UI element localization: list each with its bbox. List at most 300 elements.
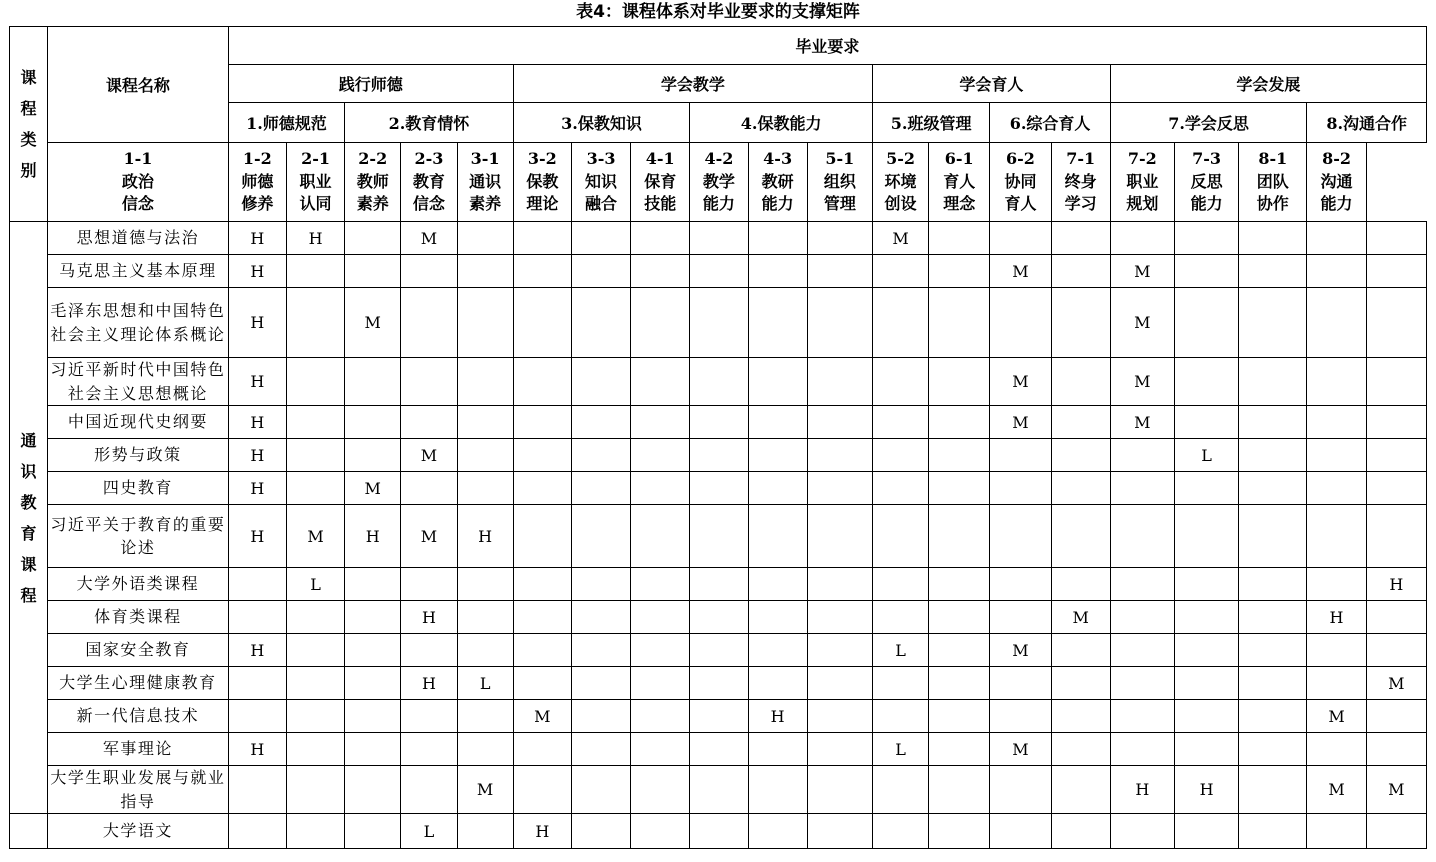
indicator-header [929, 143, 990, 222]
support-level-cell [1110, 222, 1174, 255]
support-level-cell [872, 255, 928, 288]
support-level-cell [1239, 568, 1307, 601]
support-level-cell [690, 222, 748, 255]
course-name: 国家安全教育 [48, 634, 229, 667]
support-level-cell: L [1174, 439, 1238, 472]
support-level-cell [571, 814, 630, 849]
support-level-cell: M [457, 766, 513, 814]
indicator-label: 教学 [702, 171, 735, 191]
indicator-label: 保育 [644, 171, 677, 191]
support-level-cell [748, 255, 807, 288]
support-level-cell [929, 255, 990, 288]
requirement-header: 2.教育情怀 [345, 103, 514, 143]
support-level-cell: M [345, 288, 401, 358]
support-level-cell [631, 472, 690, 505]
support-level-cell [513, 472, 571, 505]
support-level-cell [1366, 601, 1426, 634]
support-level-cell [1051, 358, 1110, 406]
support-level-cell [1110, 667, 1174, 700]
support-level-cell [513, 568, 571, 601]
indicator-label: 理论 [526, 194, 559, 214]
indicator-header [457, 143, 513, 222]
support-level-cell [872, 700, 928, 733]
support-level-cell: H [228, 255, 286, 288]
indicator-label: 教师 [356, 171, 389, 191]
support-level-cell: H [401, 667, 457, 700]
support-level-cell: M [1110, 358, 1174, 406]
course-name: 马克思主义基本原理 [48, 255, 229, 288]
support-level-cell [929, 667, 990, 700]
support-level-cell [1239, 439, 1307, 472]
support-level-cell: L [872, 634, 928, 667]
support-level-cell [1239, 222, 1307, 255]
support-level-cell [990, 766, 1051, 814]
support-level-cell [1051, 406, 1110, 439]
support-level-cell [1239, 505, 1307, 568]
support-level-cell [345, 358, 401, 406]
category-header-char: 别 [20, 161, 37, 180]
support-level-cell [1051, 472, 1110, 505]
indicator-label: 育人 [943, 171, 976, 191]
support-level-cell [631, 406, 690, 439]
support-level-cell: H [228, 505, 286, 568]
support-level-cell [807, 505, 872, 568]
support-level-cell [286, 601, 344, 634]
support-level-cell [228, 601, 286, 634]
support-level-cell [990, 439, 1051, 472]
group-header: 学会发展 [1110, 65, 1426, 103]
support-level-cell [1239, 255, 1307, 288]
support-level-cell [1239, 406, 1307, 439]
support-level-cell [872, 667, 928, 700]
support-level-cell [513, 634, 571, 667]
support-level-cell [571, 634, 630, 667]
support-level-cell [1051, 255, 1110, 288]
indicator-label: 职业 [1126, 171, 1159, 191]
support-level-cell: M [345, 472, 401, 505]
support-level-cell [872, 406, 928, 439]
support-level-cell [1174, 634, 1238, 667]
support-level-cell: M [1110, 288, 1174, 358]
support-level-cell [345, 601, 401, 634]
support-level-cell [1110, 472, 1174, 505]
support-level-cell [872, 568, 928, 601]
table-row [10, 472, 1427, 505]
support-level-cell [1307, 255, 1366, 288]
indicator-header [1110, 143, 1174, 222]
support-level-cell: H [748, 700, 807, 733]
support-level-cell: H [1366, 568, 1426, 601]
support-level-cell [807, 733, 872, 766]
support-level-cell [990, 568, 1051, 601]
support-level-cell [929, 472, 990, 505]
support-level-cell [571, 358, 630, 406]
support-level-cell [1051, 505, 1110, 568]
indicator-code: 7-1 [1066, 149, 1096, 169]
support-level-cell [1366, 733, 1426, 766]
support-level-cell [929, 814, 990, 849]
support-level-cell [748, 288, 807, 358]
support-level-cell [1239, 733, 1307, 766]
support-level-cell [345, 766, 401, 814]
support-level-cell [1051, 733, 1110, 766]
indicator-code: 6-1 [944, 149, 974, 169]
support-level-cell [1174, 814, 1238, 849]
support-level-cell [457, 406, 513, 439]
indicator-label: 修养 [241, 194, 274, 214]
support-level-cell [631, 439, 690, 472]
indicator-label: 素养 [469, 194, 502, 214]
support-level-cell [1110, 439, 1174, 472]
group-header: 学会育人 [872, 65, 1110, 103]
support-level-cell [1307, 733, 1366, 766]
support-level-cell [286, 288, 344, 358]
support-level-cell [1051, 634, 1110, 667]
support-level-cell [990, 472, 1051, 505]
support-level-cell [1051, 700, 1110, 733]
indicator-header [690, 143, 748, 222]
indicator-code: 4-3 [763, 149, 793, 169]
indicator-header [807, 143, 872, 222]
support-level-cell [807, 255, 872, 288]
support-level-cell [690, 733, 748, 766]
support-level-cell: M [286, 505, 344, 568]
support-level-cell [401, 700, 457, 733]
course-name: 军事理论 [48, 733, 229, 766]
support-level-cell [1307, 358, 1366, 406]
support-level-cell [1307, 472, 1366, 505]
support-level-cell [286, 472, 344, 505]
support-level-cell [1366, 358, 1426, 406]
support-level-cell [990, 288, 1051, 358]
course-name: 中国近现代史纲要 [48, 406, 229, 439]
indicator-code: 2-2 [358, 149, 388, 169]
support-level-cell: H [228, 439, 286, 472]
support-level-cell [571, 472, 630, 505]
support-level-cell [1307, 814, 1366, 849]
indicator-header [228, 143, 286, 222]
support-level-cell [401, 568, 457, 601]
support-level-cell [1174, 700, 1238, 733]
support-level-cell [286, 733, 344, 766]
support-level-cell: M [1110, 255, 1174, 288]
indicator-code: 7-3 [1192, 149, 1222, 169]
support-level-cell [1174, 472, 1238, 505]
support-level-cell [1174, 667, 1238, 700]
support-level-cell [872, 505, 928, 568]
table-row [10, 568, 1427, 601]
support-level-cell [513, 766, 571, 814]
indicator-label: 规划 [1126, 194, 1159, 214]
category-char: 程 [20, 585, 37, 605]
support-level-cell [286, 358, 344, 406]
course-name: 毛泽东思想和中国特色社会主义理论体系概论 [48, 288, 229, 358]
support-level-cell: L [401, 814, 457, 849]
indicator-code: 2-1 [301, 149, 330, 169]
support-level-cell [690, 439, 748, 472]
support-level-cell [872, 766, 928, 814]
course-name: 大学语文 [48, 814, 229, 849]
support-level-cell [990, 814, 1051, 849]
category-header-char: 课 [20, 68, 37, 87]
support-level-cell [990, 667, 1051, 700]
support-level-cell [748, 601, 807, 634]
support-level-cell [1051, 568, 1110, 601]
support-level-cell [1174, 601, 1238, 634]
support-level-cell [1239, 667, 1307, 700]
support-level-cell [286, 667, 344, 700]
support-level-cell [513, 505, 571, 568]
support-level-cell [401, 472, 457, 505]
indicator-code: 3-2 [527, 149, 557, 169]
indicator-header [1051, 143, 1110, 222]
course-name: 新一代信息技术 [48, 700, 229, 733]
support-level-cell [990, 505, 1051, 568]
indicator-label: 协同 [1004, 171, 1037, 191]
support-level-cell [286, 634, 344, 667]
course-name: 习近平关于教育的重要论述 [48, 505, 229, 568]
support-level-cell [513, 667, 571, 700]
support-level-cell: H [286, 222, 344, 255]
indicator-header [48, 143, 229, 222]
support-level-cell [571, 601, 630, 634]
support-level-cell: H [228, 358, 286, 406]
support-level-cell [631, 700, 690, 733]
support-level-cell [1307, 288, 1366, 358]
support-level-cell [345, 439, 401, 472]
indicator-label: 能力 [1320, 194, 1353, 214]
support-level-cell [286, 255, 344, 288]
indicator-code: 6-2 [1005, 149, 1035, 169]
support-level-cell [929, 505, 990, 568]
support-level-cell [513, 358, 571, 406]
indicator-label: 能力 [1190, 194, 1223, 214]
support-level-cell: M [513, 700, 571, 733]
support-level-cell [690, 700, 748, 733]
indicator-label: 信念 [412, 194, 445, 214]
support-level-cell [807, 358, 872, 406]
indicator-label: 终身 [1064, 171, 1097, 191]
category-header-char: 程 [20, 99, 37, 118]
indicator-label: 组织 [823, 171, 856, 191]
support-level-cell [807, 472, 872, 505]
indicator-label: 协作 [1256, 194, 1289, 214]
indicator-header [286, 143, 344, 222]
indicator-code: 5-2 [886, 149, 915, 169]
support-level-cell [1239, 814, 1307, 849]
indicator-code: 8-2 [1322, 149, 1351, 169]
indicator-label: 教育 [412, 171, 445, 191]
support-level-cell [1239, 700, 1307, 733]
indicator-header [872, 143, 928, 222]
indicator-header [1239, 143, 1307, 222]
support-level-cell [1307, 505, 1366, 568]
support-level-cell [807, 406, 872, 439]
indicator-label: 能力 [761, 194, 794, 214]
indicator-code: 4-2 [704, 149, 734, 169]
support-level-cell [345, 222, 401, 255]
support-level-cell [690, 766, 748, 814]
support-level-cell: H [228, 288, 286, 358]
support-level-cell: L [457, 667, 513, 700]
support-level-cell [228, 700, 286, 733]
support-level-cell: H [513, 814, 571, 849]
support-level-cell [1307, 222, 1366, 255]
support-level-cell [1051, 439, 1110, 472]
support-level-cell [228, 667, 286, 700]
support-level-cell [929, 601, 990, 634]
course-name: 形势与政策 [48, 439, 229, 472]
support-level-cell: M [1366, 766, 1426, 814]
support-level-cell [748, 568, 807, 601]
support-level-cell [1051, 222, 1110, 255]
table-row [10, 667, 1427, 700]
support-level-cell [631, 601, 690, 634]
table-title: 表4：课程体系对毕业要求的支撑矩阵 [576, 2, 860, 22]
support-level-cell [345, 700, 401, 733]
support-level-cell [228, 814, 286, 849]
support-level-cell [286, 406, 344, 439]
indicator-header [990, 143, 1051, 222]
indicator-header [631, 143, 690, 222]
support-level-cell [1366, 255, 1426, 288]
indicator-header [401, 143, 457, 222]
support-level-cell [1366, 439, 1426, 472]
indicator-label: 政治 [121, 171, 154, 191]
support-level-cell [1110, 634, 1174, 667]
support-level-cell: M [990, 255, 1051, 288]
support-level-cell [513, 406, 571, 439]
support-level-cell [872, 472, 928, 505]
support-level-cell [807, 288, 872, 358]
support-level-cell [513, 222, 571, 255]
support-level-cell [631, 222, 690, 255]
support-level-cell [690, 568, 748, 601]
support-level-cell [929, 406, 990, 439]
support-level-cell [1174, 255, 1238, 288]
support-level-cell [631, 358, 690, 406]
indicator-label: 环境 [884, 171, 917, 191]
category-char: 教 [20, 492, 37, 512]
indicator-label: 技能 [644, 194, 677, 214]
indicator-code: 3-3 [586, 149, 616, 169]
support-level-cell [690, 358, 748, 406]
support-level-cell [872, 439, 928, 472]
support-level-cell: H [228, 406, 286, 439]
support-level-cell [228, 568, 286, 601]
support-level-cell [748, 406, 807, 439]
support-level-cell [1366, 814, 1426, 849]
support-level-cell [345, 568, 401, 601]
support-level-cell [807, 222, 872, 255]
support-level-cell [631, 766, 690, 814]
support-level-cell [1174, 222, 1238, 255]
support-level-cell: M [1110, 406, 1174, 439]
support-level-cell [1239, 766, 1307, 814]
support-level-cell [929, 766, 990, 814]
indicator-code: 7-2 [1127, 149, 1157, 169]
category-char: 育 [20, 523, 37, 543]
support-level-cell [631, 733, 690, 766]
support-level-cell [1239, 634, 1307, 667]
support-level-cell: M [1307, 766, 1366, 814]
table-row [10, 406, 1427, 439]
support-level-cell [457, 568, 513, 601]
support-level-cell [748, 766, 807, 814]
support-level-cell [872, 288, 928, 358]
support-level-cell [513, 439, 571, 472]
support-level-cell [345, 814, 401, 849]
indicator-code: 4-1 [645, 149, 675, 169]
support-level-cell: M [990, 358, 1051, 406]
support-level-cell [631, 288, 690, 358]
group-header: 践行师德 [228, 65, 513, 103]
support-level-cell: M [1366, 667, 1426, 700]
support-level-cell [748, 634, 807, 667]
support-level-cell [929, 439, 990, 472]
support-level-cell [401, 634, 457, 667]
indicator-label: 保教 [526, 171, 559, 191]
support-level-cell [1366, 288, 1426, 358]
support-level-cell [690, 255, 748, 288]
support-level-cell [1110, 700, 1174, 733]
support-level-cell [748, 667, 807, 700]
support-level-cell [457, 634, 513, 667]
support-level-cell [457, 439, 513, 472]
support-level-cell: M [990, 733, 1051, 766]
indicator-header [513, 143, 571, 222]
support-matrix-table [9, 26, 1427, 849]
support-level-cell: L [872, 733, 928, 766]
support-level-cell [286, 439, 344, 472]
indicator-label: 管理 [823, 194, 856, 214]
table-row [10, 634, 1427, 667]
category-char: 课 [20, 554, 37, 574]
support-level-cell [1239, 358, 1307, 406]
course-name: 大学外语类课程 [48, 568, 229, 601]
support-level-cell [401, 288, 457, 358]
support-level-cell [990, 222, 1051, 255]
requirement-header: 6.综合育人 [990, 103, 1110, 143]
support-level-cell [690, 406, 748, 439]
support-level-cell [690, 505, 748, 568]
indicator-label: 学习 [1064, 194, 1097, 214]
indicator-label: 创设 [884, 194, 917, 214]
indicator-code: 5-1 [825, 149, 855, 169]
support-level-cell [929, 700, 990, 733]
support-level-cell [1307, 568, 1366, 601]
support-level-cell [1051, 814, 1110, 849]
support-level-cell [690, 601, 748, 634]
requirement-header: 5.班级管理 [872, 103, 989, 143]
category-char: 识 [20, 461, 37, 481]
table-row [10, 700, 1427, 733]
support-level-cell: M [1307, 700, 1366, 733]
support-level-cell [1110, 568, 1174, 601]
support-level-cell [1051, 288, 1110, 358]
indicator-header [571, 143, 630, 222]
indicator-label: 反思 [1190, 171, 1223, 191]
support-level-cell [571, 733, 630, 766]
support-level-cell [571, 505, 630, 568]
support-level-cell [1174, 505, 1238, 568]
support-level-cell [1366, 406, 1426, 439]
indicator-header [1307, 143, 1366, 222]
indicator-label: 融合 [585, 194, 618, 214]
indicator-code: 3-1 [470, 149, 500, 169]
support-level-cell [929, 358, 990, 406]
support-level-cell [929, 634, 990, 667]
